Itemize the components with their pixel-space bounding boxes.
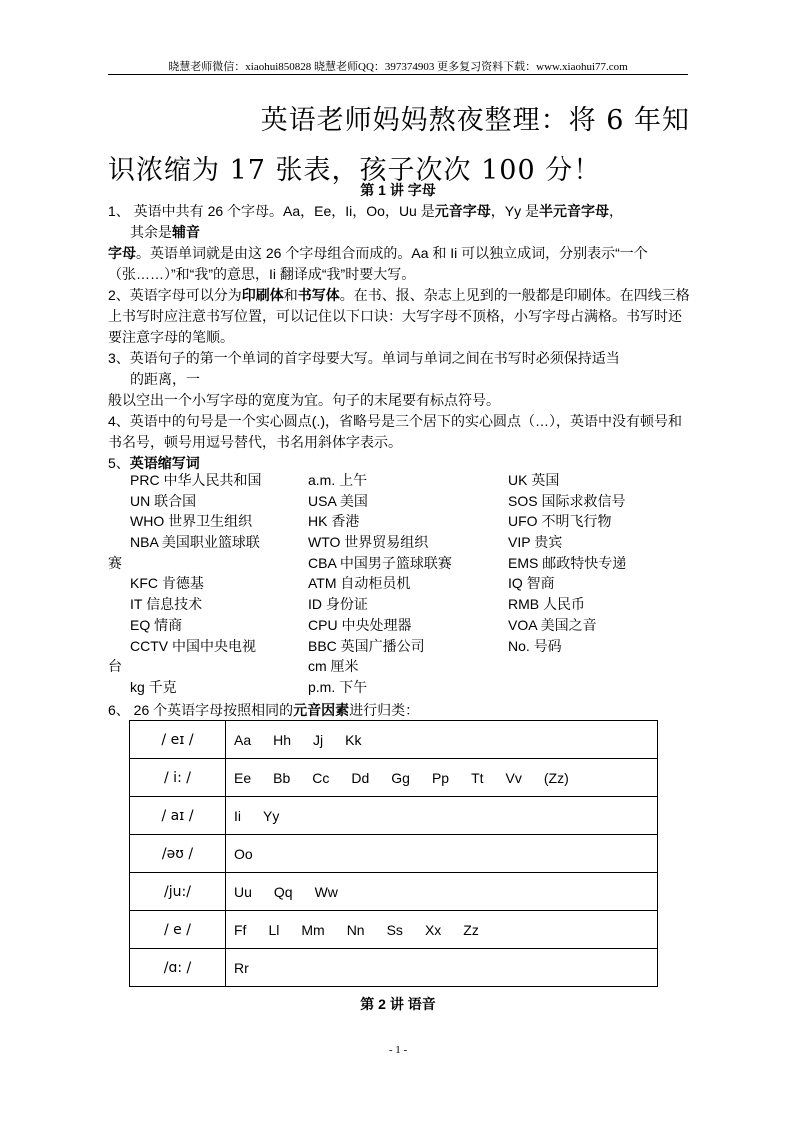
abbreviation-entry: RMB 人民币	[508, 596, 585, 613]
letters-cell	[226, 835, 658, 873]
abbreviation-entry: a.m. 上午	[308, 472, 368, 488]
p1-text-2: ，Yy 是	[490, 203, 539, 219]
abbreviation-entry: CPU 中央处理器	[308, 616, 412, 633]
abbreviation-entry: USA 美国	[308, 492, 368, 509]
paragraph-2	[108, 285, 692, 348]
letter-pair: Yy	[263, 807, 280, 824]
table-row	[130, 797, 658, 835]
letter-pair: Ll	[268, 921, 280, 938]
letter-pair: Uu	[234, 883, 252, 900]
p2-bold-print: 印刷体	[241, 287, 284, 303]
p2-text: 2、英语字母可以分为	[108, 287, 242, 303]
table-row	[130, 911, 658, 949]
letter-pair: Vv	[505, 769, 522, 786]
p2-tail: 。在书、报、杂志上见到的一般都是印刷体。在四线三格上书写时应注意书写位置，可以记住以下口诀：大写字母不顶格，小写字母占满格。书写时还要注意字母的笔顺。	[108, 287, 690, 345]
abbreviation-entry: KFC 肯德基	[130, 575, 204, 592]
p1-bold-vowel: 元音字母	[434, 203, 491, 219]
letter-pair: Tt	[471, 769, 484, 786]
letter-pair: Zz	[463, 921, 479, 938]
p1-text: 1、 英语中共有 26 个字母。Aa，Ee，Ii，Oo，Uu 是	[108, 203, 435, 219]
title-line-1: 英语老师妈妈熬夜整理：将 6 年知	[260, 105, 690, 136]
table-row	[130, 949, 658, 987]
p6-bold: 元音因素	[293, 702, 350, 718]
abbreviation-entry: UK 英国	[508, 472, 560, 488]
letters-cell	[226, 759, 658, 797]
letter-pair: Nn	[346, 921, 365, 938]
abbreviation-entry: No. 号码	[508, 637, 562, 654]
p1-bold-consonant: 辅音	[172, 224, 200, 240]
abbreviation-entry: WHO 世界卫生组织	[130, 513, 253, 530]
letter-pair: Ww	[314, 883, 338, 900]
body-text	[108, 201, 692, 474]
letter-pair: (Zz)	[543, 769, 569, 786]
letter-pair: Pp	[431, 769, 450, 786]
p1-comma: ，	[608, 203, 623, 219]
paragraph-3-tail: 般以空出一个小写字母的宽度为宜。句子的末尾要有标点符号。	[108, 392, 500, 408]
paragraph-3-cont: 的距离，一	[130, 371, 200, 387]
paragraph-3: 3、英语句子的第一个单词的首字母要大写。单词与单词之间在书写时必须保持适当	[108, 350, 620, 366]
abbreviation-column-3	[508, 470, 626, 656]
abbreviation-entry: PRC 中华人民共和国	[130, 472, 262, 488]
letter-pair: Mm	[301, 921, 325, 938]
p2-and: 和	[283, 287, 298, 303]
letter-pair: Kk	[345, 731, 362, 748]
lecture-1-heading: 第 1 讲 字母	[360, 182, 436, 198]
letter-pair: Xx	[424, 921, 442, 938]
paragraph-1-cont	[108, 222, 692, 243]
phoneme-cell: / eɪ /	[130, 721, 226, 759]
abbreviation-entry: EMS 邮政特快专递	[508, 554, 627, 571]
abbreviation-entry: IQ 智商	[508, 575, 555, 592]
page-number: - 1 -	[388, 1044, 408, 1056]
letter-pair: Gg	[391, 769, 410, 786]
letter-pair: Hh	[273, 731, 292, 748]
abbreviation-entry: WTO 世界贸易组织	[308, 534, 429, 551]
abbreviation-entry: UN 联合国	[130, 492, 197, 509]
p1-bold-semivowel: 半元音字母	[538, 203, 609, 219]
abbreviation-entry: UFO 不明飞行物	[508, 513, 612, 530]
letters-cell	[226, 911, 658, 949]
abbreviation-entry: ID 身份证	[308, 596, 368, 613]
abbreviation-entry: 赛	[108, 554, 122, 571]
abbreviation-entry: EQ 情商	[130, 616, 183, 633]
table-row	[130, 721, 658, 759]
phoneme-cell: /əʊ /	[130, 835, 226, 873]
abbreviation-entry: NBA 美国职业篮球联	[130, 534, 260, 551]
letter-pair: Ff	[234, 921, 247, 938]
phoneme-cell: / aɪ /	[130, 797, 226, 835]
letter-pair: Bb	[273, 769, 291, 786]
page-header: 晓慧老师微信：xiaohui850828 晓慧老师QQ：397374903 更多复习资料下载：www.xiaohui77.com	[168, 61, 628, 73]
p2-bold-script: 书写体	[297, 287, 340, 303]
phoneme-cell: / i: /	[130, 759, 226, 797]
header-divider	[108, 74, 688, 75]
phoneme-cell: /ju:/	[130, 873, 226, 911]
p1-tail-text: 。英语单词就是由这 26 个字母组合而成的。Aa 和 Ii 可以独立成词，分别表示“一个（张……）”和“我”的意思，Ii 翻译成“我”时要大写。	[108, 245, 648, 282]
paragraph-6	[108, 700, 692, 721]
abbreviation-entry: CCTV 中国中央电视	[130, 637, 256, 654]
abbreviation-column-2	[308, 470, 452, 698]
table-row	[130, 835, 658, 873]
vowel-grouping-table	[129, 720, 658, 987]
letters-cell	[226, 721, 658, 759]
p6-tail: 进行归类：	[349, 702, 420, 718]
abbreviation-entry: VIP 贵宾	[508, 534, 563, 551]
paragraph-4: 4、英语中的句号是一个实心圆点(.)，省略号是三个居下的实心圆点（…），英语中没有顿号和书名号，顿号用逗号替代，书名用斜体字表示。	[108, 413, 682, 450]
letter-pair: Aa	[234, 731, 252, 748]
abbreviation-entry: cm 厘米	[308, 658, 359, 675]
letter-pair: Cc	[312, 769, 330, 786]
p1-rest: 其余是	[130, 224, 172, 240]
p5-number: 5、	[108, 455, 130, 471]
abbreviation-entry: 台	[108, 658, 122, 675]
letter-pair: Jj	[313, 731, 324, 748]
letter-pair: Rr	[234, 959, 249, 976]
letter-pair: Oo	[234, 845, 253, 862]
abbreviation-entry: HK 香港	[308, 513, 360, 530]
abbreviation-entry: ATM 自动柜员机	[308, 575, 411, 592]
table-row	[130, 759, 658, 797]
letters-cell	[226, 873, 658, 911]
abbreviation-entry: VOA 美国之音	[508, 616, 597, 633]
paragraph-1	[108, 201, 692, 222]
abbreviation-entry: BBC 英国广播公司	[308, 637, 425, 654]
abbreviation-entry: IT 信息技术	[130, 596, 203, 613]
p5-bold-title: 英语缩写词	[129, 455, 200, 471]
abbreviation-column-1	[108, 470, 261, 698]
paragraph-1-tail	[108, 243, 692, 285]
letter-pair: Qq	[273, 883, 293, 900]
letter-pair: Dd	[351, 769, 370, 786]
abbreviation-entry: CBA 中国男子篮球联赛	[308, 554, 452, 571]
phoneme-cell: / e /	[130, 911, 226, 949]
lecture-2-heading: 第 2 讲 语音	[360, 996, 436, 1012]
table-row	[130, 873, 658, 911]
p1-bold-letter: 字母	[108, 245, 136, 261]
letter-pair: Ee	[234, 769, 252, 786]
abbreviation-entry: SOS 国际求救信号	[508, 492, 626, 509]
abbreviation-entry: p.m. 下午	[308, 678, 368, 695]
letters-cell	[226, 949, 658, 987]
abbreviation-entry: kg 千克	[130, 678, 177, 695]
title-line-2: 识浓缩为 17 张表，孩子次次 100 分！	[108, 155, 602, 186]
letter-pair: Ii	[234, 807, 241, 824]
letter-pair: Ss	[386, 921, 403, 938]
p6-text: 6、 26 个英语字母按照相同的	[108, 702, 294, 718]
phoneme-cell: /ɑ: /	[130, 949, 226, 987]
letters-cell	[226, 797, 658, 835]
